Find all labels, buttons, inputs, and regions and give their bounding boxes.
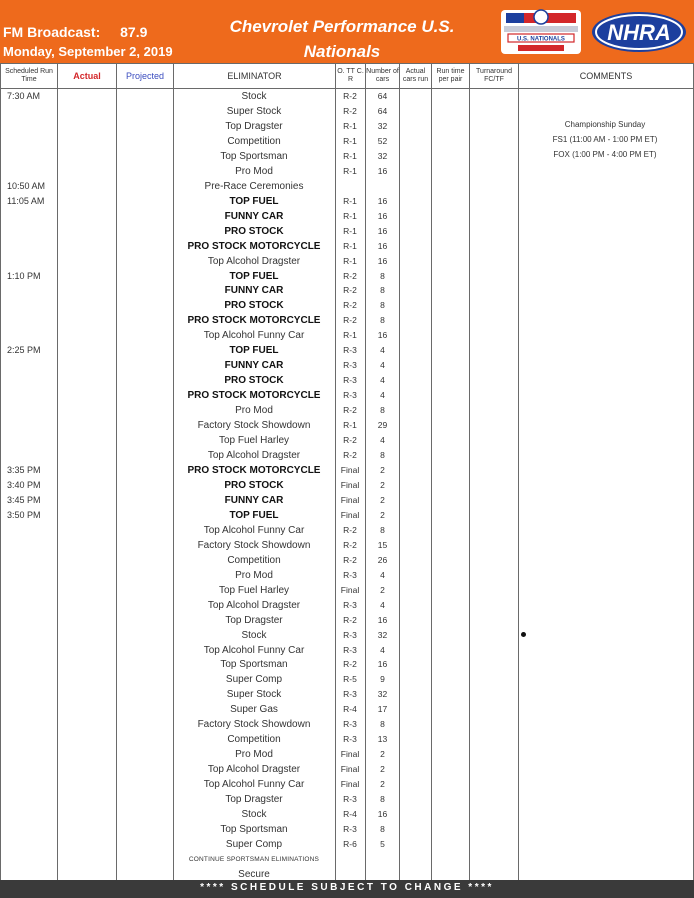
row-round: R-2 xyxy=(343,524,357,535)
row-round: R-3 xyxy=(343,569,357,580)
table-row xyxy=(0,269,694,284)
table-row xyxy=(0,343,694,358)
row-eliminator: FUNNY CAR xyxy=(224,494,284,506)
row-number-of-cars: 4 xyxy=(380,375,385,386)
row-eliminator: FUNNY CAR xyxy=(224,360,284,372)
col-comments: COMMENTS xyxy=(579,71,633,81)
row-number-of-cars: 52 xyxy=(377,135,388,146)
row-number-of-cars: 4 xyxy=(380,644,385,655)
row-round: Final xyxy=(340,494,360,505)
row-eliminator: Pro Mod xyxy=(235,569,273,581)
row-number-of-cars: 13 xyxy=(377,734,388,745)
row-round: R-3 xyxy=(343,629,357,640)
row-number-of-cars: 16 xyxy=(377,195,388,206)
table-row xyxy=(0,508,694,523)
row-round: R-3 xyxy=(343,824,357,835)
row-number-of-cars: 2 xyxy=(380,494,385,505)
table-row xyxy=(0,583,694,598)
row-number-of-cars: 16 xyxy=(377,225,388,236)
table-row xyxy=(0,254,694,269)
comment-line: FOX (1:00 PM - 4:00 PM ET) xyxy=(553,150,657,159)
row-number-of-cars: 8 xyxy=(380,719,385,730)
row-number-of-cars: 64 xyxy=(377,91,388,101)
row-eliminator: Pro Mod xyxy=(235,165,273,177)
row-number-of-cars: 5 xyxy=(380,839,385,849)
row-round: R-2 xyxy=(343,270,357,281)
row-scheduled-time: 11:05 AM xyxy=(7,195,45,206)
row-eliminator: Pro Mod xyxy=(235,749,273,761)
table-row xyxy=(0,717,694,732)
row-eliminator: Super Comp xyxy=(225,674,283,686)
col-actual: Actual xyxy=(73,71,101,81)
row-round: R-1 xyxy=(343,330,357,341)
table-row xyxy=(0,433,694,448)
row-round: R-2 xyxy=(343,539,357,550)
row-round: R-1 xyxy=(343,225,357,236)
table-row xyxy=(0,732,694,747)
row-number-of-cars: 16 xyxy=(377,614,388,625)
row-number-of-cars: 26 xyxy=(377,554,388,565)
row-number-of-cars: 4 xyxy=(380,435,385,446)
row-round: R-2 xyxy=(343,315,357,326)
row-round: R-2 xyxy=(343,285,357,296)
footer-banner: **** SCHEDULE SUBJECT TO CHANGE **** xyxy=(0,880,694,898)
row-round: Final xyxy=(340,479,360,490)
table-row xyxy=(0,837,694,852)
col-turnaround: Turnaround FC/TF xyxy=(476,68,512,83)
table-row xyxy=(0,298,694,313)
row-number-of-cars: 32 xyxy=(377,689,388,700)
row-eliminator: Top Alcohol Funny Car xyxy=(203,779,305,791)
row-number-of-cars: 8 xyxy=(380,270,385,281)
row-eliminator: TOP FUEL xyxy=(229,195,279,207)
row-number-of-cars: 29 xyxy=(377,420,388,431)
row-number-of-cars: 9 xyxy=(380,674,385,685)
row-eliminator: Top Alcohol Funny Car xyxy=(203,644,305,656)
row-eliminator: Factory Stock Showdown xyxy=(197,719,311,731)
row-round: Final xyxy=(340,764,360,775)
row-eliminator: PRO STOCK MOTORCYCLE xyxy=(187,240,321,252)
row-round: R-3 xyxy=(343,375,357,386)
row-round: R-3 xyxy=(343,734,357,745)
row-number-of-cars: 15 xyxy=(377,539,388,550)
table-row xyxy=(0,852,694,867)
row-eliminator: Super Gas xyxy=(230,704,278,716)
row-eliminator: Super Stock xyxy=(226,689,282,701)
row-eliminator: Factory Stock Showdown xyxy=(197,539,311,551)
row-eliminator: FUNNY CAR xyxy=(224,285,284,297)
col-number-of-cars: Number of cars xyxy=(366,68,399,83)
row-round: R-2 xyxy=(343,105,357,116)
row-number-of-cars: 16 xyxy=(377,809,388,820)
row-number-of-cars: 2 xyxy=(380,749,385,760)
row-scheduled-time: 3:40 PM xyxy=(7,479,41,490)
row-scheduled-time: 3:50 PM xyxy=(7,509,41,520)
row-eliminator: PRO STOCK MOTORCYCLE xyxy=(187,465,321,476)
row-eliminator: Top Alcohol Dragster xyxy=(207,255,301,267)
col-actual-cars-run: Actual cars run xyxy=(402,68,429,83)
table-row xyxy=(0,643,694,658)
row-number-of-cars: 4 xyxy=(380,569,385,580)
row-round: R-3 xyxy=(343,689,357,700)
row-eliminator: Top Alcohol Dragster xyxy=(207,764,301,776)
row-round: R-4 xyxy=(343,809,357,820)
broadcast-label: FM Broadcast: xyxy=(3,24,101,40)
table-row xyxy=(0,598,694,613)
row-eliminator: Factory Stock Showdown xyxy=(197,420,311,432)
row-eliminator: Top Sportsman xyxy=(220,824,288,836)
event-title: Chevrolet Performance U.S. Nationals xyxy=(229,17,455,61)
table-row xyxy=(0,568,694,583)
row-round: R-1 xyxy=(343,150,357,161)
table-row xyxy=(0,283,694,298)
row-eliminator: Stock xyxy=(241,629,267,641)
nhra-logo xyxy=(590,10,688,54)
table-row xyxy=(0,194,694,209)
row-number-of-cars: 32 xyxy=(377,629,388,640)
row-eliminator: PRO STOCK MOTORCYCLE xyxy=(187,315,321,327)
table-row xyxy=(0,777,694,792)
table-row xyxy=(0,448,694,463)
row-round: R-1 xyxy=(343,240,357,251)
row-number-of-cars: 2 xyxy=(380,584,385,595)
row-eliminator: TOP FUEL xyxy=(229,509,279,521)
fm-broadcast xyxy=(3,24,147,40)
comment-line: FS1 (11:00 AM - 1:00 PM ET) xyxy=(552,135,658,144)
table-row xyxy=(0,224,694,239)
broadcast-frequency: 87.9 xyxy=(120,24,148,40)
table-row xyxy=(0,373,694,388)
row-eliminator: PRO STOCK xyxy=(224,375,284,387)
row-scheduled-time: 3:35 PM xyxy=(7,465,41,475)
row-round: R-2 xyxy=(343,554,357,565)
row-round: R-3 xyxy=(343,345,357,356)
comment-line: Championship Sunday xyxy=(564,120,646,129)
row-scheduled-time: 7:30 AM xyxy=(7,91,41,101)
row-round: R-3 xyxy=(343,794,357,805)
row-eliminator: TOP FUEL xyxy=(229,345,279,357)
table-row xyxy=(0,403,694,418)
col-eliminator: ELIMINATOR xyxy=(227,71,282,81)
row-number-of-cars: 32 xyxy=(377,150,388,161)
row-round: Final xyxy=(340,584,360,595)
row-scheduled-time: 10:50 AM xyxy=(7,180,46,191)
table-row xyxy=(0,672,694,687)
row-number-of-cars: 2 xyxy=(380,479,385,490)
schedule-table xyxy=(0,63,694,880)
table-row xyxy=(0,313,694,328)
row-number-of-cars: 4 xyxy=(380,390,385,401)
row-round: R-2 xyxy=(343,659,357,670)
table-row xyxy=(0,702,694,717)
row-number-of-cars: 2 xyxy=(380,779,385,790)
col-ott-cr: O. TT C. R xyxy=(337,68,364,83)
row-number-of-cars: 2 xyxy=(380,465,385,475)
row-round: Final xyxy=(340,465,360,475)
row-round: R-4 xyxy=(343,704,357,715)
row-number-of-cars: 8 xyxy=(380,315,385,326)
row-number-of-cars: 2 xyxy=(380,509,385,520)
row-number-of-cars: 8 xyxy=(380,285,385,296)
row-round: R-3 xyxy=(343,599,357,610)
row-eliminator: Stock xyxy=(241,91,267,102)
table-row xyxy=(0,328,694,343)
row-eliminator: CONTINUE SPORTSMAN ELIMINATIONS xyxy=(188,855,320,863)
row-round: R-2 xyxy=(343,435,357,446)
row-scheduled-time: 2:25 PM xyxy=(7,345,41,356)
table-row xyxy=(0,358,694,373)
row-eliminator: Top Fuel Harley xyxy=(218,584,290,596)
row-number-of-cars: 8 xyxy=(380,450,385,461)
row-eliminator: Top Dragster xyxy=(225,794,283,806)
row-number-of-cars: 16 xyxy=(377,240,388,251)
table-row xyxy=(0,792,694,807)
table-row xyxy=(0,209,694,224)
row-number-of-cars: 64 xyxy=(377,105,388,116)
row-number-of-cars: 32 xyxy=(377,120,388,131)
row-round: R-1 xyxy=(343,120,357,131)
row-eliminator: Top Alcohol Dragster xyxy=(207,450,301,462)
row-round: R-6 xyxy=(343,839,357,849)
table-row xyxy=(0,523,694,538)
row-number-of-cars: 8 xyxy=(380,405,385,416)
table-row xyxy=(0,478,694,493)
table-row xyxy=(0,807,694,822)
us-nationals-logo-text: U.S. NATIONALS xyxy=(517,36,565,43)
row-scheduled-time: 1:10 PM xyxy=(7,270,41,281)
row-eliminator: PRO STOCK xyxy=(224,225,284,237)
row-round: R-3 xyxy=(343,644,357,655)
row-eliminator: Super Stock xyxy=(226,105,282,117)
row-number-of-cars: 16 xyxy=(377,255,388,266)
table-row xyxy=(0,762,694,777)
row-round: R-5 xyxy=(343,674,357,685)
row-eliminator: Top Alcohol Funny Car xyxy=(203,524,305,536)
row-eliminator: Top Sportsman xyxy=(220,659,288,671)
row-round: R-3 xyxy=(343,360,357,371)
row-number-of-cars: 16 xyxy=(377,165,388,176)
row-number-of-cars: 16 xyxy=(377,330,388,341)
row-eliminator: Competition xyxy=(227,135,281,147)
row-eliminator: Competition xyxy=(227,734,281,746)
table-row xyxy=(0,463,694,478)
table-row xyxy=(0,628,694,643)
table-row xyxy=(0,493,694,508)
table-row xyxy=(0,239,694,254)
table-row xyxy=(0,822,694,837)
row-round: R-3 xyxy=(343,390,357,401)
row-round: R-1 xyxy=(343,210,357,221)
row-eliminator: Top Fuel Harley xyxy=(218,435,290,447)
row-scheduled-time: 3:45 PM xyxy=(7,494,41,505)
row-round: R-1 xyxy=(343,135,357,146)
row-eliminator: FUNNY CAR xyxy=(224,210,284,222)
row-number-of-cars: 16 xyxy=(377,210,388,221)
row-round: R-3 xyxy=(343,719,357,730)
table-row xyxy=(0,613,694,628)
table-row xyxy=(0,388,694,403)
row-round: R-1 xyxy=(343,420,357,431)
row-number-of-cars: 17 xyxy=(377,704,388,715)
row-round: R-2 xyxy=(343,450,357,461)
row-round: Final xyxy=(340,779,360,790)
row-number-of-cars: 4 xyxy=(380,345,385,356)
row-number-of-cars: 8 xyxy=(380,524,385,535)
row-round: R-1 xyxy=(343,195,357,206)
row-round: R-2 xyxy=(343,300,357,311)
col-projected: Projected xyxy=(125,71,165,81)
row-round: Final xyxy=(340,509,360,520)
row-number-of-cars: 4 xyxy=(380,360,385,371)
table-row xyxy=(0,657,694,672)
row-eliminator: Top Alcohol Funny Car xyxy=(203,330,305,342)
row-eliminator: Top Alcohol Dragster xyxy=(207,599,301,611)
row-round: R-1 xyxy=(343,165,357,176)
row-eliminator: Top Sportsman xyxy=(220,150,288,162)
table-row xyxy=(0,553,694,568)
table-row xyxy=(0,538,694,553)
row-eliminator: PRO STOCK MOTORCYCLE xyxy=(187,390,321,402)
col-scheduled-run-time: Scheduled Run Time xyxy=(5,68,53,83)
row-eliminator: Super Comp xyxy=(225,839,283,850)
header-bar xyxy=(0,0,694,63)
row-number-of-cars: 8 xyxy=(380,824,385,835)
row-number-of-cars: 8 xyxy=(380,794,385,805)
table-row xyxy=(0,89,694,104)
row-eliminator: PRO STOCK xyxy=(224,300,284,312)
row-number-of-cars: 8 xyxy=(380,300,385,311)
row-number-of-cars: 16 xyxy=(377,659,388,670)
bullet-dot xyxy=(521,632,526,637)
event-date: Monday, September 2, 2019 xyxy=(3,44,173,59)
table-row xyxy=(0,418,694,433)
row-round: R-2 xyxy=(343,405,357,416)
table-row xyxy=(0,164,694,179)
col-run-time-per-pair: Run time per pair xyxy=(436,68,465,83)
row-round: R-1 xyxy=(343,255,357,266)
row-eliminator: Pro Mod xyxy=(235,405,273,417)
row-eliminator: Top Dragster xyxy=(225,614,283,626)
row-round: Final xyxy=(340,749,360,760)
row-eliminator: Top Dragster xyxy=(225,120,283,132)
row-round: R-2 xyxy=(343,614,357,625)
nhra-logo-text: NHRA xyxy=(607,20,671,45)
row-number-of-cars: 2 xyxy=(380,764,385,775)
row-eliminator: TOP FUEL xyxy=(229,270,279,282)
row-eliminator: Stock xyxy=(241,809,267,821)
row-number-of-cars: 4 xyxy=(380,599,385,610)
table-row xyxy=(0,747,694,762)
row-eliminator: Pre-Race Ceremonies xyxy=(204,180,304,192)
us-nationals-logo xyxy=(500,9,582,55)
table-row xyxy=(0,687,694,702)
table-row xyxy=(0,179,694,194)
row-round: R-2 xyxy=(343,91,357,101)
row-eliminator: Competition xyxy=(227,554,281,566)
row-eliminator: Secure xyxy=(238,868,270,880)
row-eliminator: PRO STOCK xyxy=(224,479,284,491)
